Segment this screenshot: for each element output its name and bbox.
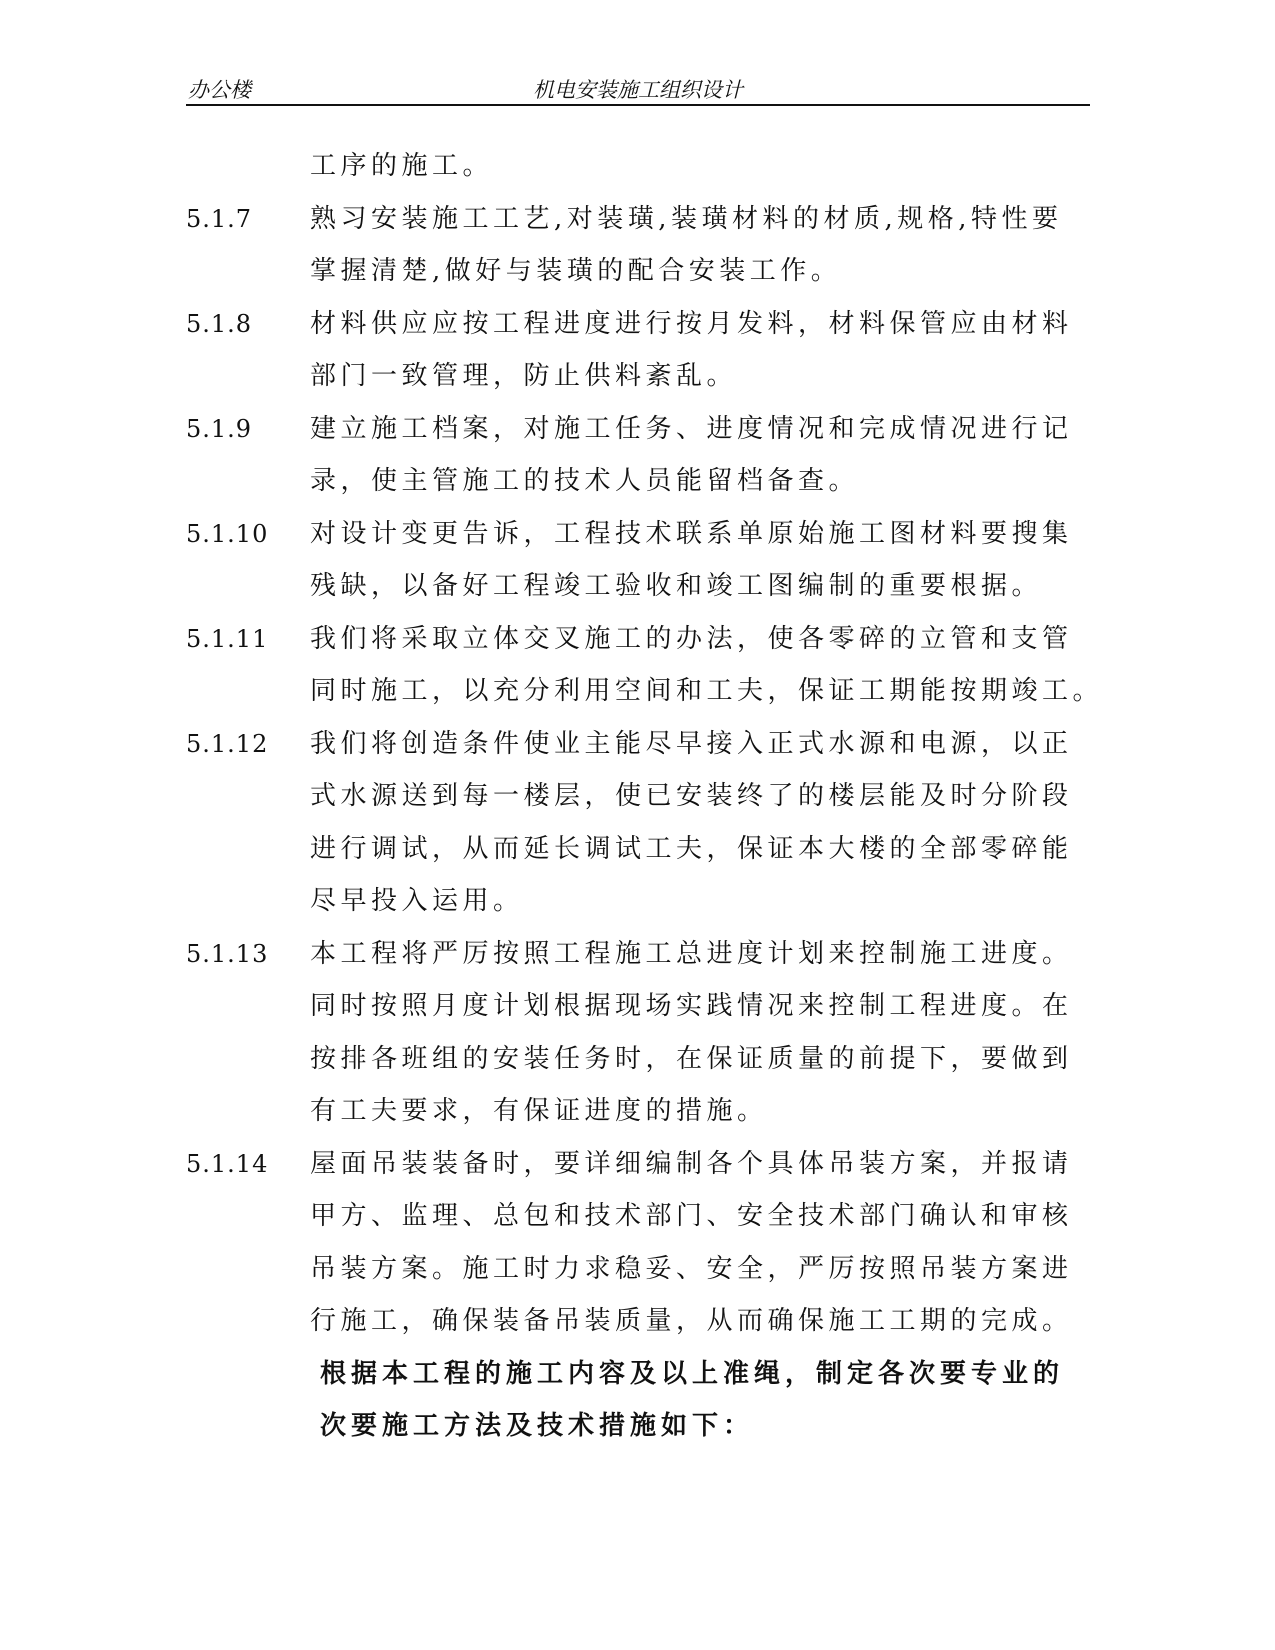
conclusion-text-line: 根据本工程的施工内容及以上准绳，制定各次要专业的 [320, 1358, 1065, 1389]
clause-text-line: 我们将采取立体交叉施工的办法，使各零碎的立管和支管 [310, 623, 1073, 654]
clause-text-line: 工序的施工。 [310, 151, 494, 181]
clause-5-1-9-cont [186, 455, 1090, 508]
clause-5-1-12-cont [186, 875, 1090, 928]
clause-5-1-8 [186, 298, 1090, 351]
clause-5-1-12-cont [186, 823, 1090, 876]
clause-text-line: 进行调试，从而延长调试工夫，保证本大楼的全部零碎能 [310, 833, 1073, 864]
clause-text-line: 同时施工，以充分利用空间和工夫，保证工期能按期竣工。 [310, 676, 1104, 706]
clause-5-1-14-cont [186, 1190, 1090, 1243]
clause-5-1-12-cont [186, 770, 1090, 823]
header-document-title: 机电安装施工组织设计 [533, 78, 743, 102]
clause-text-line: 有工夫要求，有保证进度的措施。 [310, 1096, 768, 1126]
clause-5-1-8-cont [186, 350, 1090, 403]
clause-number: 5.1.7 [186, 204, 253, 233]
clause-5-1-14 [186, 1138, 1090, 1191]
clause-text-line: 建立施工档案，对施工任务、进度情况和完成情况进行记 [310, 413, 1073, 444]
clause-5-1-11 [186, 613, 1090, 666]
clause-5-1-13-cont [186, 1085, 1090, 1138]
clause-number: 5.1.13 [186, 939, 269, 968]
clause-text-line: 掌握清楚,做好与装璜的配合安装工作。 [310, 256, 842, 286]
page-header [186, 72, 1090, 106]
clause-text-line: 本工程将严厉按照工程施工总进度计划来控制施工进度。 [310, 938, 1073, 969]
clause-text-line: 式水源送到每一楼层，使已安装终了的楼层能及时分阶段 [310, 781, 1073, 811]
clause-text-line: 我们将创造条件使业主能尽早接入正式水源和电源，以正 [310, 728, 1073, 759]
clause-continuation [186, 140, 1090, 193]
clause-number: 5.1.10 [186, 519, 269, 548]
clause-number: 5.1.12 [186, 729, 269, 758]
clause-text-line: 甲方、监理、总包和技术部门、安全技术部门确认和审核 [310, 1201, 1073, 1231]
document-body [186, 140, 1104, 1453]
clause-5-1-10 [186, 508, 1090, 561]
clause-5-1-12 [186, 718, 1090, 771]
clause-5-1-13-cont [186, 980, 1090, 1033]
clause-text-line: 对设计变更告诉，工程技术联系单原始施工图材料要搜集 [310, 518, 1073, 549]
clause-5-1-7-cont [186, 245, 1090, 298]
clause-5-1-14-cont [186, 1295, 1090, 1348]
clause-5-1-9 [186, 403, 1090, 456]
clause-text-line: 行施工，确保装备吊装质量，从而确保施工工期的完成。 [310, 1306, 1073, 1336]
clause-5-1-11-cont [186, 665, 1104, 718]
header-building-name: 办公楼 [188, 78, 251, 102]
clause-text-line: 同时按照月度计划根据现场实践情况来控制工程进度。在 [310, 991, 1073, 1021]
conclusion-text-line: 次要施工方法及技术措施如下： [320, 1411, 755, 1441]
clause-5-1-7 [186, 193, 1090, 246]
clause-text-line: 尽早投入运用。 [310, 886, 524, 916]
conclusion-paragraph-cont [186, 1400, 1090, 1453]
clause-5-1-10-cont [186, 560, 1090, 613]
clause-5-1-13 [186, 928, 1090, 981]
clause-5-1-13-cont [186, 1033, 1090, 1086]
clause-text-line: 按排各班组的安装任务时，在保证质量的前提下，要做到 [310, 1043, 1073, 1074]
clause-number: 5.1.11 [186, 624, 269, 653]
clause-text-line: 屋面吊装装备时，要详细编制各个具体吊装方案，并报请 [310, 1148, 1073, 1179]
clause-5-1-14-cont [186, 1243, 1090, 1296]
clause-number: 5.1.8 [186, 309, 253, 338]
clause-text-line: 录，使主管施工的技术人员能留档备查。 [310, 466, 860, 496]
conclusion-paragraph [186, 1348, 1090, 1401]
clause-text-line: 吊装方案。施工时力求稳妥、安全，严厉按照吊装方案进 [310, 1253, 1073, 1284]
clause-text-line: 熟习安装施工工艺,对装璜,装璜材料的材质,规格,特性要 [310, 203, 1063, 234]
clause-number: 5.1.9 [186, 414, 253, 443]
clause-text-line: 材料供应应按工程进度进行按月发料，材料保管应由材料 [310, 308, 1073, 339]
clause-number: 5.1.14 [186, 1149, 269, 1178]
clause-text-line: 残缺，以备好工程竣工验收和竣工图编制的重要根据。 [310, 571, 1043, 601]
clause-text-line: 部门一致管理，防止供料紊乱。 [310, 361, 738, 391]
